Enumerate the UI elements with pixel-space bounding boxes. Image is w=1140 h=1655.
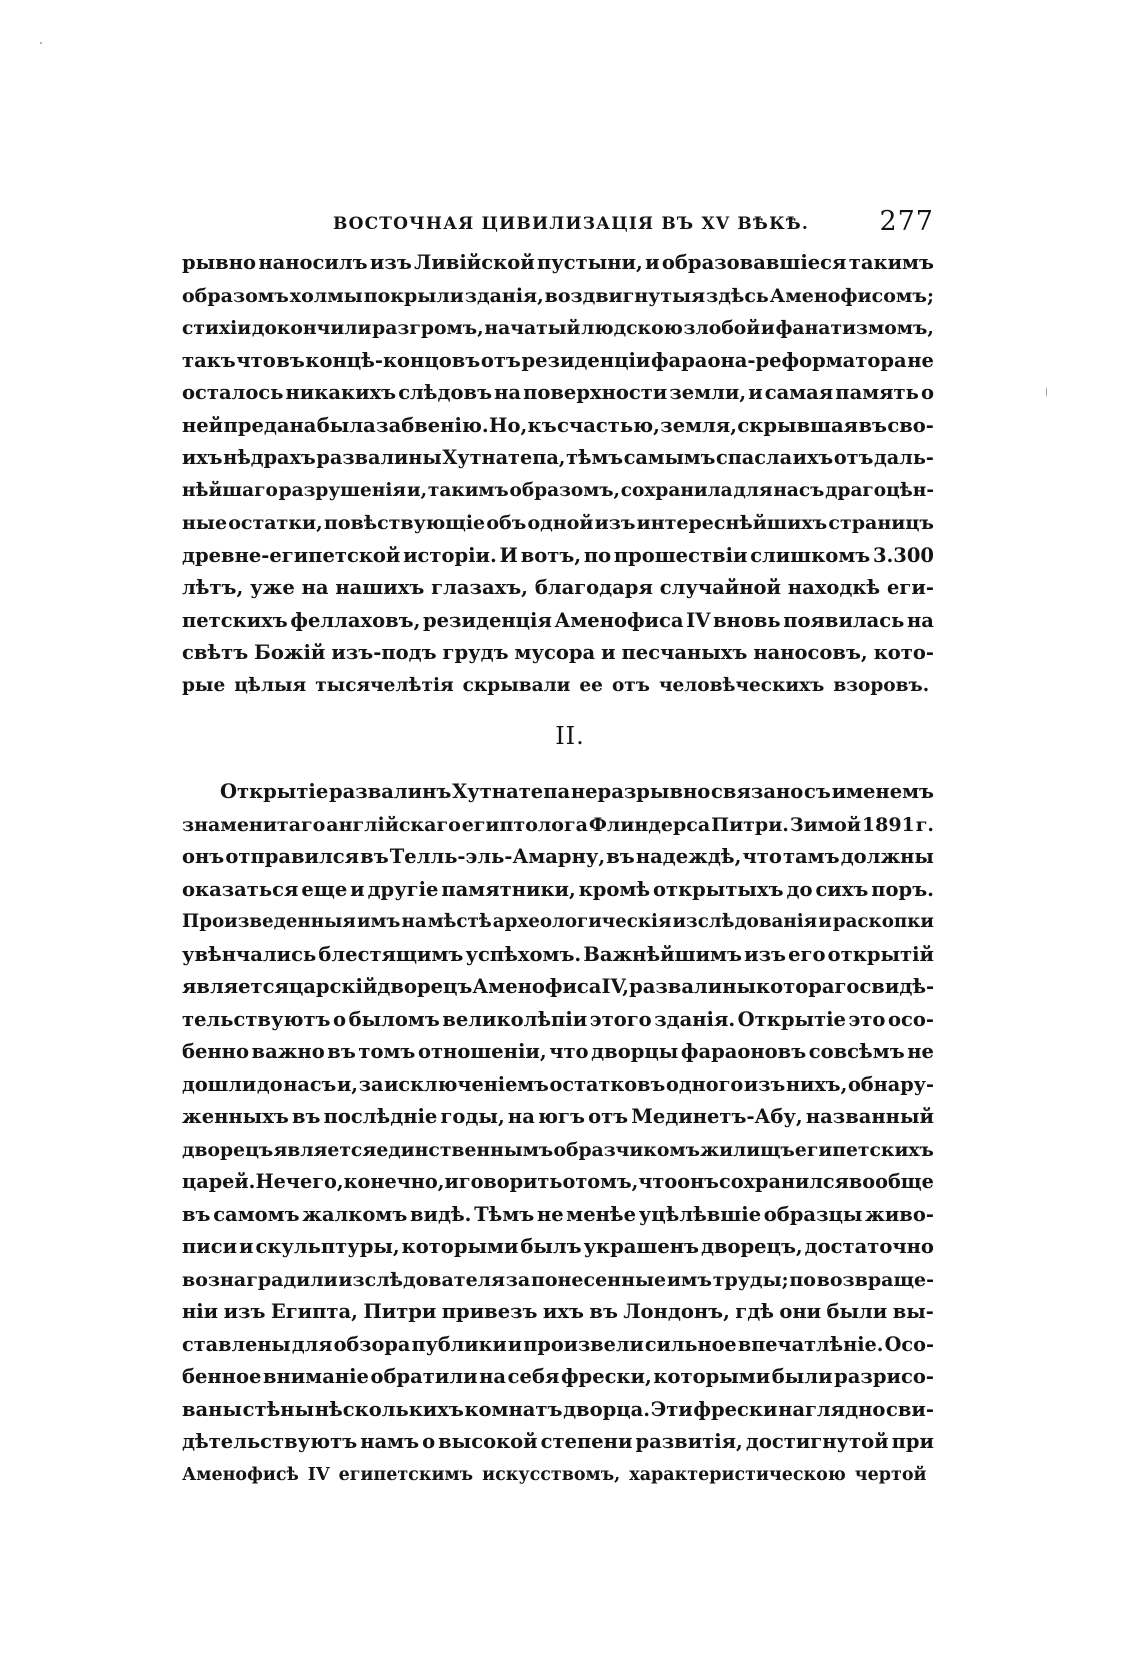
text-line: свѣтъ Божій изъ-подъ грудъ мусора и песчаныхъ наносовъ, кото- [182,641,934,664]
text-line: такъ что въ концѣ-концовъ отъ резиденціи фараона-реформатора не [182,348,934,372]
text-line: дѣтельствуютъ намъ о высокой степени развитія, достигнутой при [182,1430,934,1453]
running-title: ВОСТОЧНАЯ ЦИВИЛИЗАЦІЯ ВЪ XV ВѢКѢ. [333,214,810,234]
text-line: Аменофисѣ IV египетскимъ искусствомъ, характеристическою чертой [182,1464,927,1485]
text-line: дошли до насъ и, за исключеніемъ остатковъ одного изъ нихъ, обнару- [182,1072,934,1096]
text-line: рые цѣлыя тысячелѣтія скрывали ее отъ человѣческихъ взоровъ. [182,674,930,696]
text-line: тельствуютъ о быломъ великолѣпіи этого зданія. Открытіе это осо- [182,1007,934,1031]
text-line: стихіи докончили разгромъ, начатый людскою злобой и фанатизмомъ, [182,317,934,339]
page-header [182,206,934,246]
text-line: бенно важно въ томъ отношеніи, что дворцы фараоновъ совсѣмъ не [182,1040,934,1063]
text-line: знаменитаго англійскаго египтолога Флиндерса Питри. Зимой 1891 г. [182,813,934,836]
text-line: ніи изъ Египта, Питри привезъ ихъ въ Лондонъ, гдѣ они были вы- [182,1300,934,1323]
scan-speck [40,42,42,44]
text-line: Произведенныя имъ на мѣстѣ археологическія изслѣдованія и раскопки [182,911,934,932]
text-line: ваны стѣны нѣсколькихъ комнатъ дворца. Эти фрески наглядно сви- [182,1397,934,1421]
text-line: лѣтъ, уже на нашихъ глазахъ, благодаря случайной находкѣ еги- [182,576,934,599]
text-line: оказаться еще и другіе памятники, кромѣ открытыхъ до сихъ поръ. [182,877,934,901]
section-heading: II. [555,722,585,750]
text-line: дворецъ является единственнымъ образчикомъ жилищъ египетскихъ [182,1138,934,1161]
paragraph-continued [182,247,934,702]
paragraph-section-two [182,776,934,1491]
text-line: писи и скульптуры, которыми былъ украшенъ дворецъ, достаточно [182,1235,934,1258]
text-line: онъ отправился въ Телль-эль-Амарну, въ надеждѣ, что тамъ должны [182,845,934,868]
text-line: древне-египетской исторіи. И вотъ, по прошествіи слишкомъ 3.300 [182,543,934,567]
text-line: петскихъ феллаховъ, резиденція Аменофиса IV вновь появилась на [182,608,934,632]
text-line: бенное вниманіе обратили на себя фрески, которыми были разрисо- [182,1365,934,1388]
text-line: ставлены для обзора публики и произвели сильное впечатлѣніе. Осо- [182,1332,934,1356]
text-line: нѣйшаго разрушенія и, такимъ образомъ, сохранила для насъ драгоцѣн- [182,479,934,501]
text-line: увѣнчались блестящимъ успѣхомъ. Важнѣйшимъ изъ его открытій [182,942,934,966]
text-line: ные остатки, повѣствующіе объ одной изъ интереснѣйшихъ страницъ [182,512,934,534]
scan-speck [1046,388,1047,396]
text-line: образомъ холмы покрыли зданія, воздвигнутыя здѣсь Аменофисомъ; [182,284,934,307]
text-line: рывно наносилъ изъ Ливійской пустыни, и образовавшіеся такимъ [182,251,934,274]
text-line: вознаградили изслѣдователя за понесенные имъ труды; по возвраще- [182,1268,934,1291]
text-line: ихъ нѣдрахъ развалины Хутнатепа, тѣмъ самымъ спасла ихъ отъ даль- [182,446,934,469]
text-line: является царскій дворецъ Аменофиса IV, развалины котораго свидѣ- [182,975,935,998]
text-line: ней предана была забвенію. Но, къ счастью, земля, скрывшая въ сво- [182,413,934,437]
text-line: царей. Нечего, конечно, и говорить о томъ, что онъ сохранился вообще [182,1170,934,1193]
text-line: въ самомъ жалкомъ видѣ. Тѣмъ не менѣе уцѣлѣвшіе образцы живо- [182,1202,934,1226]
page-number: 277 [879,206,934,237]
text-line: Открытіе развалинъ Хутнатепа неразрывно связано съ именемъ [220,780,934,803]
text-line: женныхъ въ послѣдніе годы, на югъ отъ Мединетъ-Абу, названный [182,1105,934,1128]
text-line: осталось никакихъ слѣдовъ на поверхности земли, и самая память о [182,381,934,404]
